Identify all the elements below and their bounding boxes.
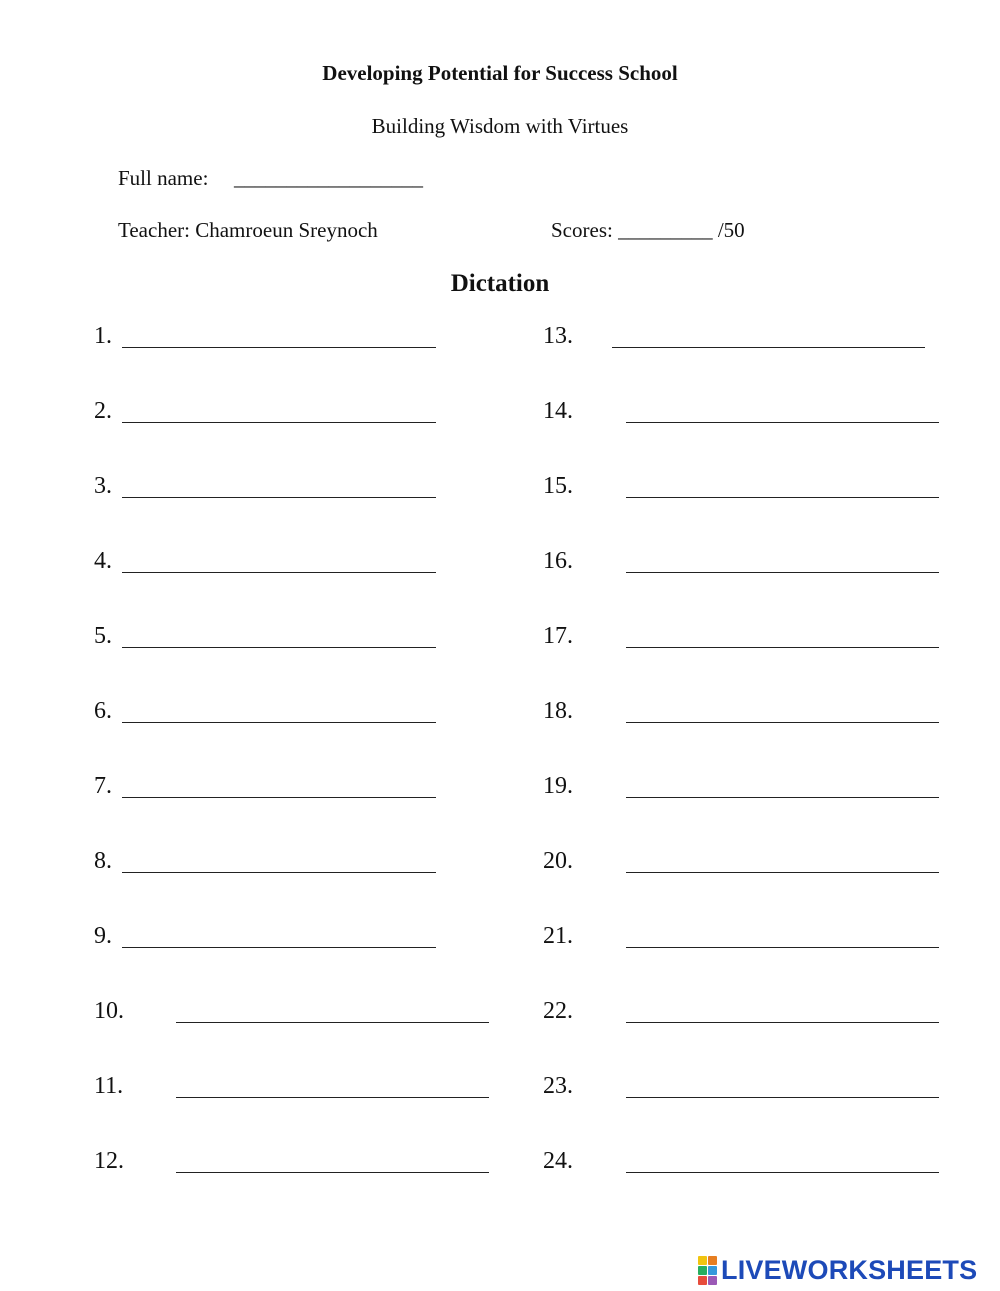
- item-number: 15.: [543, 473, 573, 499]
- logo-blocks-icon: [698, 1256, 717, 1285]
- answer-blank[interactable]: [122, 947, 436, 948]
- item-number: 9.: [94, 923, 112, 949]
- item-number: 1.: [94, 323, 112, 349]
- answer-blank[interactable]: [122, 722, 436, 723]
- logo-block: [698, 1266, 707, 1275]
- answer-blank[interactable]: [122, 872, 436, 873]
- answer-blank[interactable]: [122, 422, 436, 423]
- answer-blank[interactable]: [612, 347, 925, 348]
- item-number: 18.: [543, 698, 573, 724]
- item-number: 24.: [543, 1148, 573, 1174]
- answer-blank[interactable]: [626, 947, 939, 948]
- liveworksheets-logo: [698, 1253, 977, 1287]
- answer-blank[interactable]: [176, 1172, 489, 1173]
- answer-blank[interactable]: [176, 1097, 489, 1098]
- item-number: 13.: [543, 323, 573, 349]
- answer-blank[interactable]: [122, 497, 436, 498]
- answer-blank[interactable]: [122, 572, 436, 573]
- item-number: 6.: [94, 698, 112, 724]
- item-number: 7.: [94, 773, 112, 799]
- answer-blank[interactable]: [176, 1022, 489, 1023]
- logo-block: [698, 1256, 707, 1265]
- answer-blank[interactable]: [626, 572, 939, 573]
- answer-blank[interactable]: [626, 647, 939, 648]
- school-motto: Building Wisdom with Virtues: [371, 114, 629, 138]
- item-number: 4.: [94, 548, 112, 574]
- logo-block: [708, 1266, 717, 1275]
- item-number: 14.: [543, 398, 573, 424]
- scores-label: Scores: _________ /50: [551, 218, 745, 242]
- logo-block: [698, 1276, 707, 1285]
- full-name-field[interactable]: __________________: [234, 166, 423, 190]
- answer-blank[interactable]: [626, 1097, 939, 1098]
- item-number: 2.: [94, 398, 112, 424]
- answer-blank[interactable]: [626, 1172, 939, 1173]
- answer-blank[interactable]: [122, 347, 436, 348]
- item-number: 17.: [543, 623, 573, 649]
- item-number: 10.: [94, 998, 124, 1024]
- answer-blank[interactable]: [122, 797, 436, 798]
- item-number: 12.: [94, 1148, 124, 1174]
- answer-blank[interactable]: [626, 497, 939, 498]
- answer-blank[interactable]: [626, 872, 939, 873]
- item-number: 8.: [94, 848, 112, 874]
- item-number: 23.: [543, 1073, 573, 1099]
- answer-blank[interactable]: [626, 722, 939, 723]
- item-number: 21.: [543, 923, 573, 949]
- answer-blank[interactable]: [626, 797, 939, 798]
- answer-blank[interactable]: [626, 1022, 939, 1023]
- logo-block: [708, 1256, 717, 1265]
- item-number: 16.: [543, 548, 573, 574]
- full-name-label: Full name:: [118, 166, 209, 190]
- logo-text: LIVEWORKSHEETS: [721, 1254, 978, 1285]
- item-number: 19.: [543, 773, 573, 799]
- answer-blank[interactable]: [122, 647, 436, 648]
- item-number: 5.: [94, 623, 112, 649]
- item-number: 20.: [543, 848, 573, 874]
- item-number: 11.: [94, 1073, 124, 1099]
- answer-blank[interactable]: [626, 422, 939, 423]
- item-number: 22.: [543, 998, 573, 1024]
- item-number: 3.: [94, 473, 112, 499]
- page-title: Dictation: [450, 270, 550, 297]
- school-name: Developing Potential for Success School: [322, 61, 678, 85]
- logo-block: [708, 1276, 717, 1285]
- teacher-label: Teacher: Chamroeun Sreynoch: [118, 218, 378, 242]
